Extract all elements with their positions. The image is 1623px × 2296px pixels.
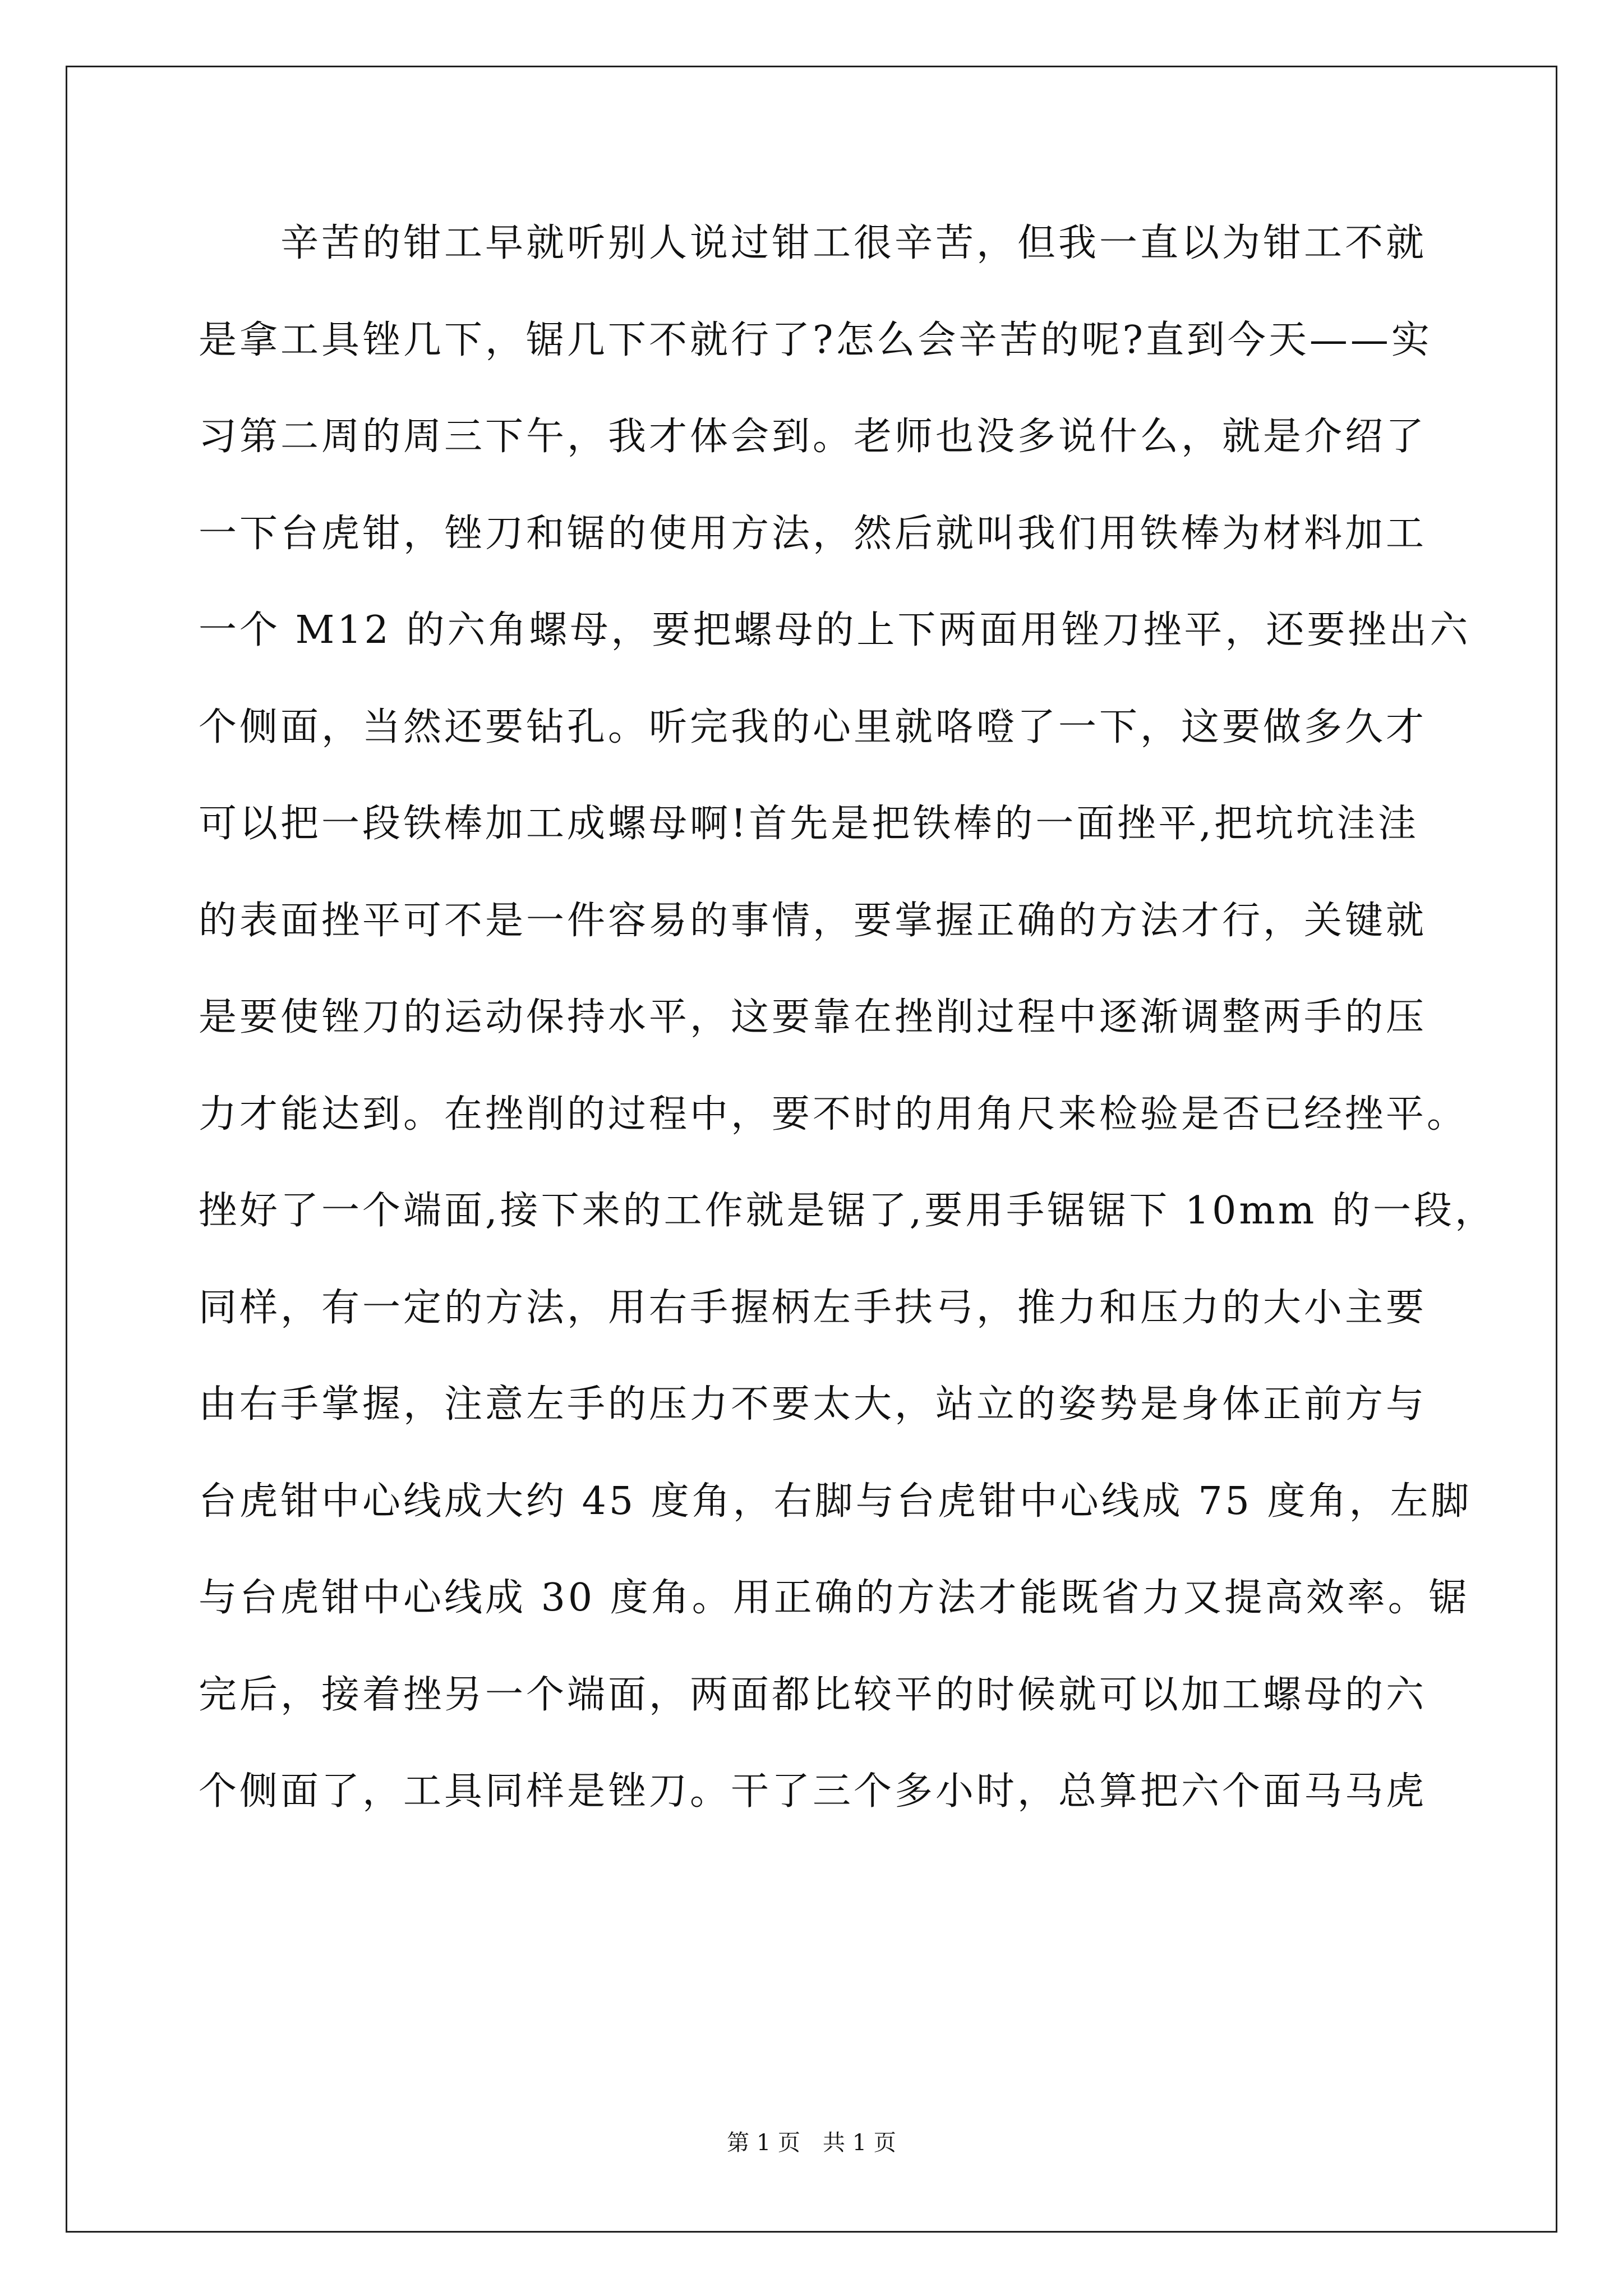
- text-line: 一下台虎钳，锉刀和锯的使用方法，然后就叫我们用铁棒为材料加工: [199, 511, 1427, 556]
- text-line: 一个 M12 的六角螺母，要把螺母的上下两面用锉刀挫平，还要挫出六: [199, 608, 1471, 652]
- text-line: 挫好了一个端面,接下来的工作就是锯了,要用手锯锯下 10mm 的一段，: [199, 1189, 1496, 1233]
- text-line: 个侧面，当然还要钻孔。听完我的心里就咯噔了一下，这要做多久才: [199, 705, 1427, 749]
- page-number-footer: 第 1 页 共 1 页: [727, 2130, 896, 2156]
- text-line: 由右手掌握，注意左手的压力不要太大，站立的姿势是身体正前方与: [199, 1382, 1427, 1427]
- text-line: 与台虎钳中心线成 30 度角。用正确的方法才能既省力又提高效率。锯: [199, 1576, 1470, 1620]
- text-line: 同样，有一定的方法，用右手握柄左手扶弓，推力和压力的大小主要: [199, 1285, 1427, 1330]
- text-line: 台虎钳中心线成大约 45 度角，右脚与台虎钳中心线成 75 度角，左脚: [199, 1479, 1472, 1524]
- text-line: 是拿工具锉几下，锯几下不就行了?怎么会辛苦的呢?直到今天——实: [199, 318, 1432, 362]
- text-line: 完后，接着挫另一个端面，两面都比较平的时候就可以加工螺母的六: [199, 1672, 1427, 1717]
- text-line: 是要使锉刀的运动保持水平，这要靠在挫削过程中逐渐调整两手的压: [199, 995, 1427, 1039]
- text-line: 习第二周的周三下午，我才体会到。老师也没多说什么，就是介绍了: [199, 415, 1427, 459]
- text-line: 的表面挫平可不是一件容易的事情，要掌握正确的方法才行，关键就: [199, 898, 1427, 943]
- body-text: [199, 216, 1496, 1861]
- text-line: 力才能达到。在挫削的过程中，要不时的用角尺来检验是否已经挫平。: [199, 1092, 1468, 1137]
- text-line: 辛苦的钳工早就听别人说过钳工很辛苦，但我一直以为钳工不就: [199, 221, 1427, 265]
- text-line: 个侧面了，工具同样是锉刀。干了三个多小时，总算把六个面马马虎: [199, 1769, 1427, 1814]
- text-line: 可以把一段铁棒加工成螺母啊!首先是把铁棒的一面挫平,把坑坑洼洼: [199, 802, 1419, 846]
